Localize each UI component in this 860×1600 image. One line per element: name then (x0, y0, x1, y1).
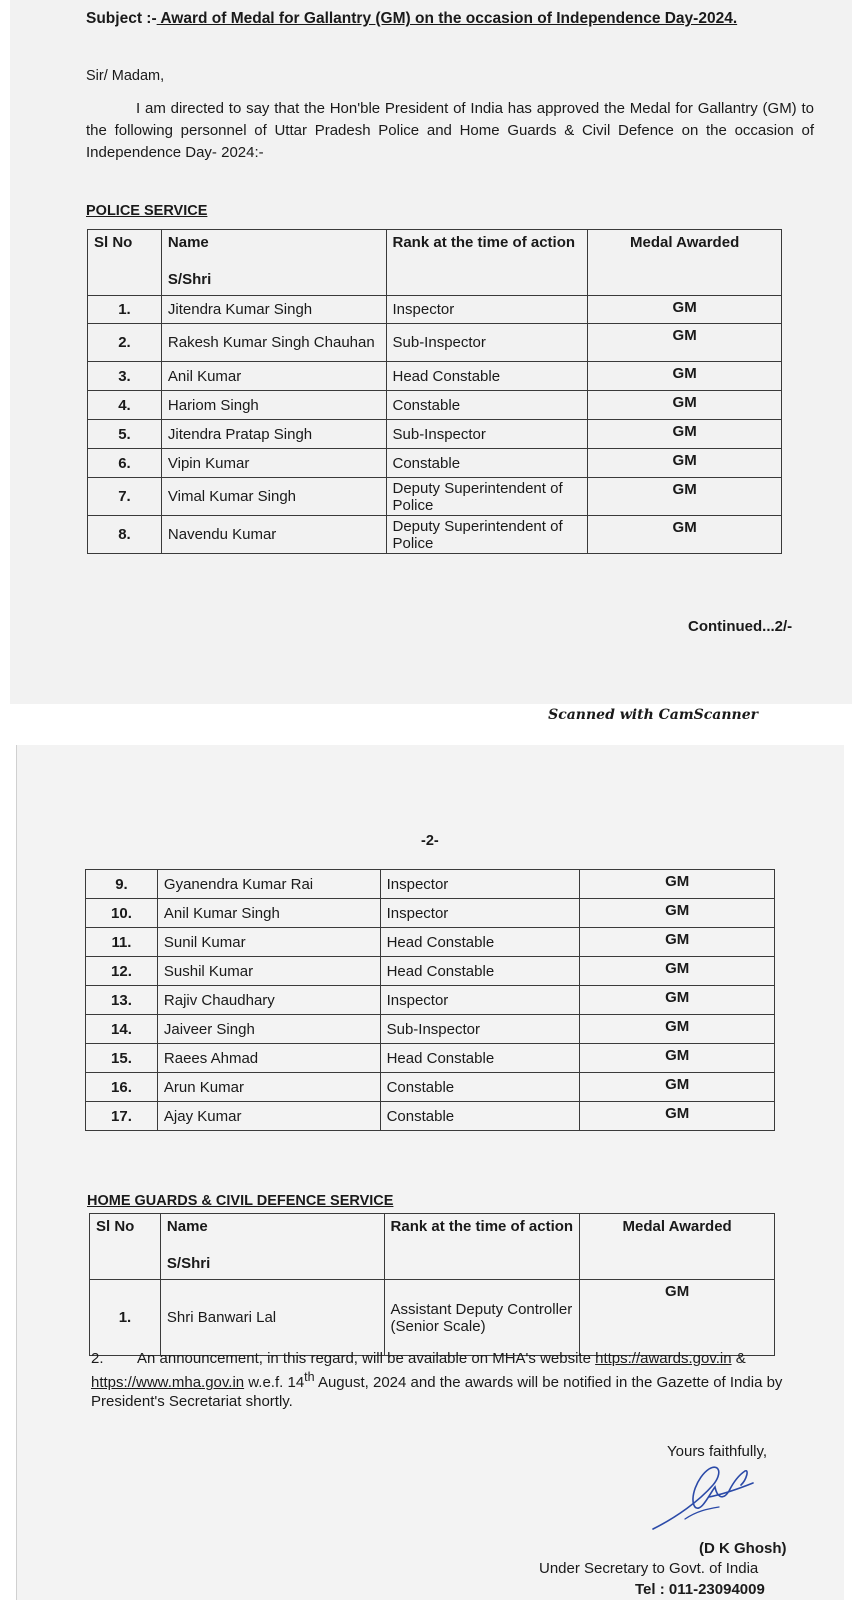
cell-rank: Sub-Inspector (380, 1015, 580, 1044)
cell-name: Sushil Kumar (157, 957, 380, 986)
hg-header-name: Name S/Shri (160, 1214, 384, 1280)
police-table-row (86, 870, 775, 899)
cell-name: Ajay Kumar (157, 1102, 380, 1131)
police-table-body (88, 296, 782, 554)
cell-name: Vimal Kumar Singh (161, 478, 386, 516)
cell-rank: Head Constable (380, 957, 580, 986)
cell-medal: GM (580, 1280, 775, 1356)
cell-name: Hariom Singh (161, 391, 386, 420)
signature-icon (649, 1457, 759, 1539)
cell-medal: GM (580, 870, 775, 899)
police-table-row (86, 1044, 775, 1073)
cell-rank: Deputy Superintendent of Police (386, 478, 588, 516)
cell-medal: GM (580, 1015, 775, 1044)
police-table-row (88, 420, 782, 449)
header-sl: Sl No (88, 230, 162, 296)
police-table-row (86, 1015, 775, 1044)
cell-rank: Inspector (380, 899, 580, 928)
police-table-row (86, 1073, 775, 1102)
subject-text: Award of Medal for Gallantry (GM) on the occasion of Independence Day-2024. (156, 10, 738, 27)
subject-prefix: Subject :- (86, 10, 157, 27)
announcement-number: 2. (91, 1350, 104, 1367)
cell-sl-no: 1. (90, 1280, 161, 1356)
cell-medal: GM (588, 478, 782, 516)
cell-name: Jaiveer Singh (157, 1015, 380, 1044)
cell-rank: Constable (380, 1102, 580, 1131)
cell-sl-no: 9. (86, 870, 158, 899)
cell-medal: GM (580, 928, 775, 957)
police-table-continued (85, 869, 775, 1131)
cell-sl-no: 8. (88, 516, 162, 554)
cell-name: Anil Kumar (161, 362, 386, 391)
header-medal: Medal Awarded (588, 230, 782, 296)
cell-rank: Constable (380, 1073, 580, 1102)
police-table-continued-body (86, 870, 775, 1131)
cell-sl-no: 3. (88, 362, 162, 391)
cell-rank: Sub-Inspector (386, 324, 588, 362)
police-table-row (86, 928, 775, 957)
cell-rank: Head Constable (380, 928, 580, 957)
body-paragraph: I am directed to say that the Hon'ble President of India has approved the Medal for Gallantry (GM) to the following personnel of Uttar Pradesh Police and Home Guards & Civil Defence on the occasion of Independence Day- 2024:- (86, 100, 814, 161)
police-table-row (86, 899, 775, 928)
header-name-sub: S/Shri (167, 271, 212, 288)
cell-sl-no: 11. (86, 928, 158, 957)
police-table-header (88, 230, 782, 296)
cell-medal: GM (580, 1102, 775, 1131)
cell-name: Anil Kumar Singh (157, 899, 380, 928)
cell-name: Raees Ahmad (157, 1044, 380, 1073)
cell-rank: Inspector (380, 986, 580, 1015)
cell-rank: Head Constable (386, 362, 588, 391)
cell-sl-no: 14. (86, 1015, 158, 1044)
camscanner-watermark: Scanned with CamScanner (548, 707, 758, 723)
cell-sl-no: 6. (88, 449, 162, 478)
cell-medal: GM (588, 362, 782, 391)
header-name: Name S/Shri (161, 230, 386, 296)
mha-website-link[interactable]: https://www.mha.gov.in (91, 1374, 245, 1391)
signatory-name: (D K Ghosh) (699, 1540, 787, 1557)
cell-sl-no: 13. (86, 986, 158, 1015)
police-table-row (88, 324, 782, 362)
hg-header-name-sub: S/Shri (166, 1255, 211, 1272)
cell-sl-no: 10. (86, 899, 158, 928)
police-table-row (86, 1102, 775, 1131)
police-table-row (88, 391, 782, 420)
police-table-row (88, 478, 782, 516)
closing: Yours faithfully, (667, 1443, 768, 1460)
cell-medal: GM (588, 391, 782, 420)
cell-medal: GM (580, 957, 775, 986)
cell-name: Arun Kumar (157, 1073, 380, 1102)
cell-name: Vipin Kumar (161, 449, 386, 478)
cell-sl-no: 12. (86, 957, 158, 986)
cell-sl-no: 15. (86, 1044, 158, 1073)
cell-rank: Constable (386, 449, 588, 478)
cell-name: Shri Banwari Lal (160, 1280, 384, 1356)
letter-page-1 (10, 0, 852, 704)
cell-name: Sunil Kumar (157, 928, 380, 957)
page-number: -2- (421, 833, 439, 849)
hg-header-rank: Rank at the time of action (384, 1214, 580, 1280)
cell-rank: Assistant Deputy Controller (Senior Scale) (384, 1280, 580, 1356)
hg-header-sl: Sl No (90, 1214, 161, 1280)
cell-medal: GM (580, 899, 775, 928)
cell-medal: GM (580, 1073, 775, 1102)
cell-medal: GM (580, 986, 775, 1015)
continued-note: Continued...2/- (688, 618, 793, 635)
cell-sl-no: 17. (86, 1102, 158, 1131)
cell-sl-no: 1. (88, 296, 162, 324)
awards-website-link[interactable]: https://awards.gov.in (595, 1350, 732, 1367)
home-guards-table (89, 1213, 775, 1356)
cell-rank: Deputy Superintendent of Police (386, 516, 588, 554)
home-guards-table-body (90, 1280, 775, 1356)
police-table-row (86, 957, 775, 986)
hg-header-medal: Medal Awarded (580, 1214, 775, 1280)
cell-sl-no: 4. (88, 391, 162, 420)
cell-medal: GM (588, 324, 782, 362)
cell-name: Gyanendra Kumar Rai (157, 870, 380, 899)
announcement-paragraph: 2. An announcement, in this regard, will be available on MHA's website https://awards.gov.in & https://www.mha.gov.in w.e.f. 14th August, 2024 and the awards will be notified in the Gazette of India by President's Secretariat shortly. (91, 1350, 783, 1410)
cell-rank: Sub-Inspector (386, 420, 588, 449)
letter-page-2 (16, 745, 844, 1600)
police-table-row (86, 986, 775, 1015)
cell-rank: Inspector (386, 296, 588, 324)
cell-sl-no: 7. (88, 478, 162, 516)
cell-rank: Constable (386, 391, 588, 420)
cell-medal: GM (588, 420, 782, 449)
cell-medal: GM (580, 1044, 775, 1073)
cell-medal: GM (588, 449, 782, 478)
police-table-row (88, 516, 782, 554)
cell-name: Navendu Kumar (161, 516, 386, 554)
cell-name: Rakesh Kumar Singh Chauhan (161, 324, 386, 362)
cell-medal: GM (588, 296, 782, 324)
police-table-row (88, 449, 782, 478)
police-service-heading: POLICE SERVICE (86, 203, 208, 219)
cell-rank: Head Constable (380, 1044, 580, 1073)
header-rank: Rank at the time of action (386, 230, 588, 296)
signatory-telephone: Tel : 011-23094009 (635, 1581, 765, 1598)
cell-rank: Inspector (380, 870, 580, 899)
cell-sl-no: 2. (88, 324, 162, 362)
police-table-row (88, 362, 782, 391)
cell-name: Jitendra Pratap Singh (161, 420, 386, 449)
cell-name: Jitendra Kumar Singh (161, 296, 386, 324)
signatory-designation: Under Secretary to Govt. of India (539, 1560, 759, 1577)
cell-medal: GM (588, 516, 782, 554)
cell-sl-no: 5. (88, 420, 162, 449)
home-guards-heading: HOME GUARDS & CIVIL DEFENCE SERVICE (87, 1193, 394, 1209)
cell-sl-no: 16. (86, 1073, 158, 1102)
police-table-row (88, 296, 782, 324)
salutation: Sir/ Madam, (86, 68, 165, 84)
home-guards-table-row (90, 1280, 775, 1356)
police-table (87, 229, 782, 554)
home-guards-table-header (90, 1214, 775, 1280)
cell-name: Rajiv Chaudhary (157, 986, 380, 1015)
subject-line (86, 10, 737, 28)
